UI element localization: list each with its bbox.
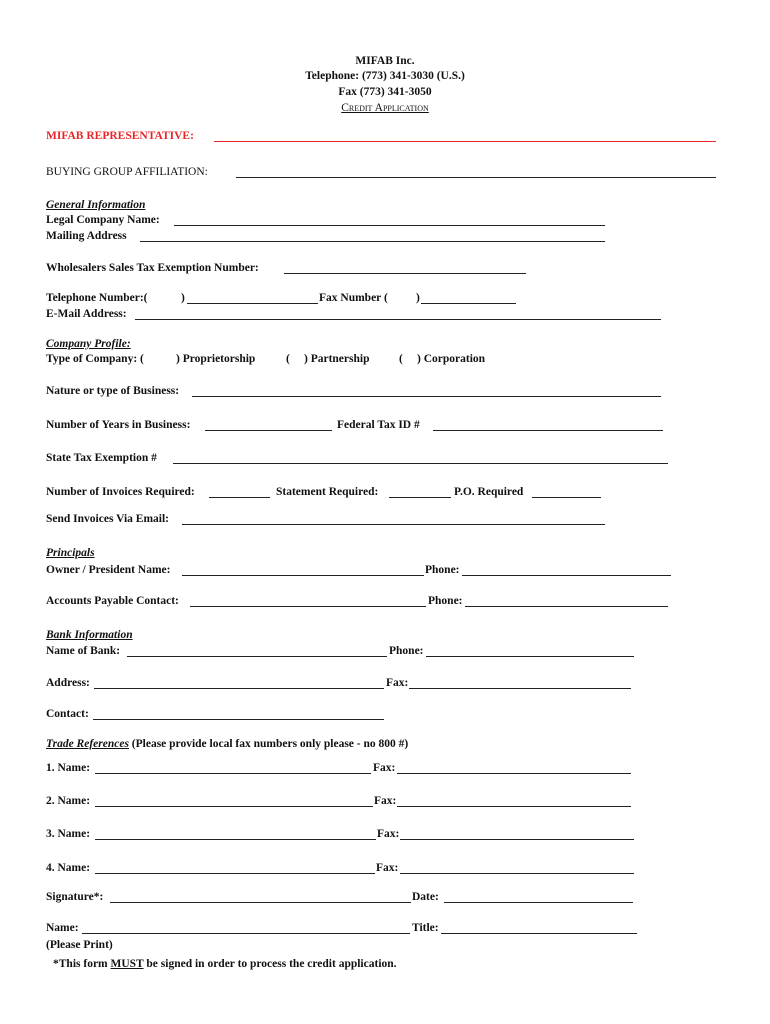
buying-group-label: BUYING GROUP AFFILIATION: [46, 166, 208, 178]
telephone-label: Telephone Number:( [46, 292, 148, 304]
title-field[interactable] [441, 933, 637, 934]
tax-exemption-field[interactable] [284, 273, 526, 274]
ref4-name-field[interactable] [95, 873, 375, 874]
owner-phone-field[interactable] [462, 575, 671, 576]
date-label: Date: [412, 891, 439, 903]
mifab-rep-label: MIFAB REPRESENTATIVE: [46, 130, 194, 142]
statement-required-label: Statement Required: [276, 486, 379, 498]
ref4-name-label: 4. Name: [46, 862, 91, 874]
mailing-address-label: Mailing Address [46, 230, 127, 242]
footnote-prefix: *This form [53, 958, 108, 970]
years-business-label: Number of Years in Business: [46, 419, 191, 431]
state-tax-label: State Tax Exemption # [46, 452, 157, 464]
nature-business-field[interactable] [192, 396, 661, 397]
ref1-fax-field[interactable] [397, 773, 631, 774]
po-required-label: P.O. Required [454, 486, 524, 498]
nature-business-label: Nature or type of Business: [46, 385, 180, 397]
legal-name-field[interactable] [174, 225, 605, 226]
ref3-fax-field[interactable] [400, 839, 634, 840]
send-invoices-label: Send Invoices Via Email: [46, 513, 170, 525]
company-name: MIFAB Inc. [355, 55, 415, 67]
bank-name-label: Name of Bank: [46, 645, 121, 657]
signature-label: Signature*: [46, 891, 104, 903]
company-fax: Fax (773) 341-3050 [338, 86, 432, 98]
ref1-name-label: 1. Name: [46, 762, 91, 774]
please-print-note: (Please Print) [46, 939, 113, 951]
bank-phone-label: Phone: [389, 645, 424, 657]
ref3-name-label: 3. Name: [46, 828, 91, 840]
ref2-name-label: 2. Name: [46, 795, 91, 807]
name-field[interactable] [82, 933, 410, 934]
company-telephone: Telephone: (773) 341-3030 (U.S.) [305, 70, 465, 82]
type-of-company-label: Type of Company: ( [46, 353, 144, 365]
bank-name-field[interactable] [127, 656, 387, 657]
name-label: Name: [46, 922, 79, 934]
ref2-fax-field[interactable] [397, 806, 631, 807]
bank-contact-field[interactable] [93, 719, 384, 720]
years-business-field[interactable] [205, 430, 332, 431]
footnote-must: MUST [110, 958, 144, 970]
general-info-heading: General Information [46, 199, 146, 211]
bank-address-label: Address: [46, 677, 90, 689]
corporation-option[interactable]: ) Corporation [417, 353, 486, 365]
owner-president-label: Owner / President Name: [46, 564, 171, 576]
tax-exemption-label: Wholesalers Sales Tax Exemption Number: [46, 262, 259, 274]
telephone-paren: ) [181, 292, 185, 304]
buying-group-field[interactable] [236, 177, 716, 178]
ap-contact-label: Accounts Payable Contact: [46, 595, 179, 607]
email-field[interactable] [135, 319, 661, 320]
trade-references-heading: Trade References [46, 738, 129, 750]
ref4-fax-field[interactable] [400, 873, 634, 874]
title-label: Title: [412, 922, 439, 934]
fax-number-field[interactable] [421, 303, 516, 304]
owner-phone-label: Phone: [425, 564, 460, 576]
mailing-address-field[interactable] [140, 241, 605, 242]
ref1-fax-label: Fax: [373, 762, 396, 774]
fax-paren: ) [416, 292, 420, 304]
bank-fax-label: Fax: [386, 677, 409, 689]
ap-contact-field[interactable] [190, 606, 426, 607]
ref4-fax-label: Fax: [376, 862, 399, 874]
proprietorship-option[interactable]: ) Proprietorship [176, 353, 256, 365]
principals-heading: Principals [46, 547, 95, 559]
fax-number-label: Fax Number ( [319, 292, 388, 304]
mifab-rep-field[interactable] [214, 141, 716, 142]
ref2-name-field[interactable] [95, 806, 373, 807]
legal-name-label: Legal Company Name: [46, 214, 160, 226]
bank-contact-label: Contact: [46, 708, 89, 720]
invoices-required-field[interactable] [209, 497, 270, 498]
partnership-paren: ( [286, 353, 290, 365]
bank-fax-field[interactable] [409, 688, 631, 689]
trade-references-row [46, 737, 408, 751]
po-required-field[interactable] [532, 497, 601, 498]
partnership-option[interactable]: ) Partnership [304, 353, 370, 365]
date-field[interactable] [444, 902, 633, 903]
owner-president-field[interactable] [182, 575, 424, 576]
bank-info-heading: Bank Information [46, 629, 133, 641]
statement-required-field[interactable] [389, 497, 451, 498]
corporation-paren: ( [399, 353, 403, 365]
ref3-name-field[interactable] [95, 839, 376, 840]
signature-field[interactable] [110, 902, 411, 903]
ap-phone-label: Phone: [428, 595, 463, 607]
ref1-name-field[interactable] [95, 773, 371, 774]
signature-footnote [53, 957, 397, 971]
bank-address-field[interactable] [94, 688, 384, 689]
email-label: E-Mail Address: [46, 308, 127, 320]
federal-tax-id-label: Federal Tax ID # [337, 419, 420, 431]
state-tax-field[interactable] [173, 463, 668, 464]
footnote-suffix: be signed in order to process the credit application. [146, 958, 397, 970]
company-profile-heading: Company Profile: [46, 338, 131, 350]
ref3-fax-label: Fax: [377, 828, 400, 840]
bank-phone-field[interactable] [426, 656, 634, 657]
ref2-fax-label: Fax: [374, 795, 397, 807]
telephone-field[interactable] [187, 303, 318, 304]
trade-references-note: (Please provide local fax numbers only please - no 800 #) [131, 738, 409, 750]
invoices-required-label: Number of Invoices Required: [46, 486, 195, 498]
form-title: Credit Application [341, 102, 429, 114]
federal-tax-id-field[interactable] [433, 430, 663, 431]
ap-phone-field[interactable] [465, 606, 668, 607]
send-invoices-field[interactable] [182, 524, 605, 525]
